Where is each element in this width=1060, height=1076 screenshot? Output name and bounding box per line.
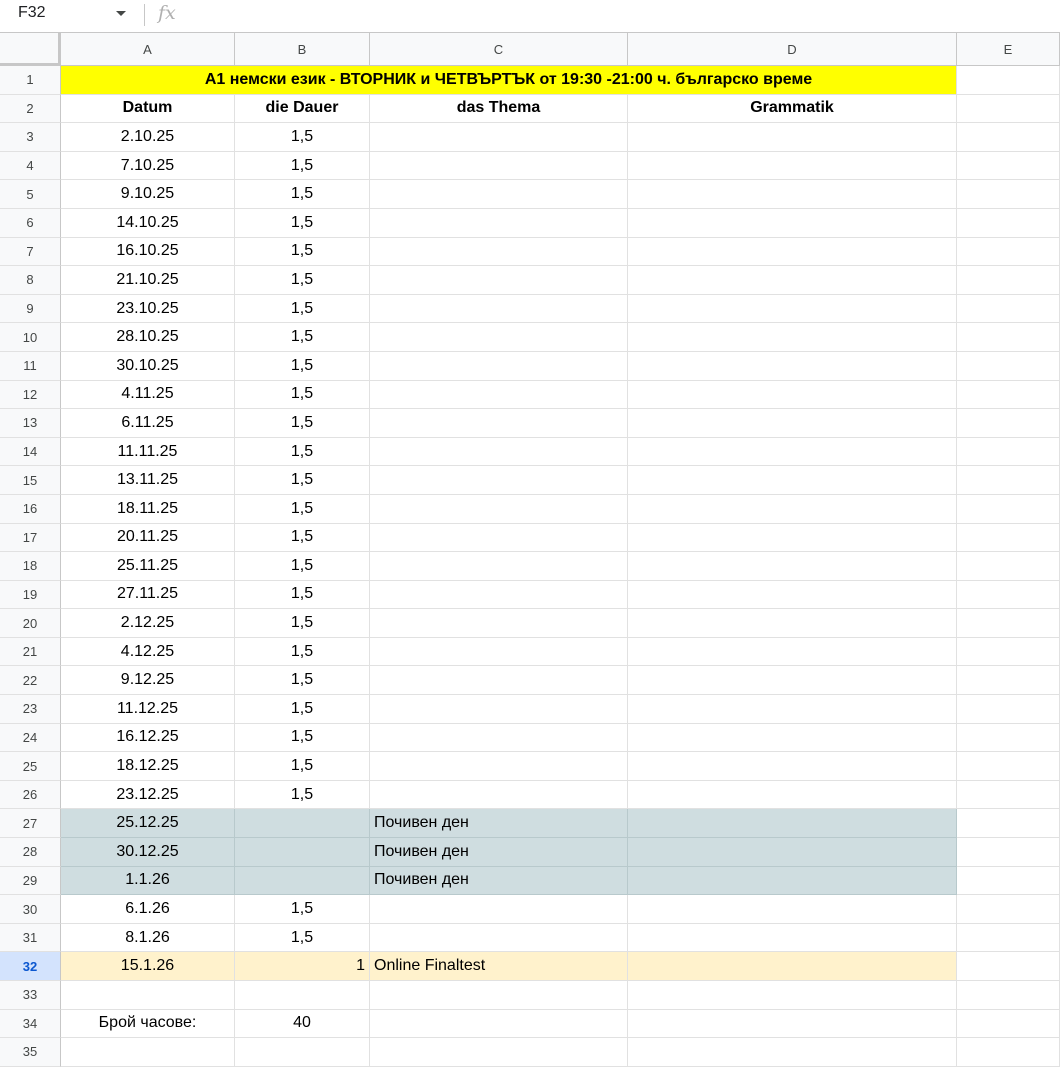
cell-e[interactable] [957, 352, 1060, 381]
duration-cell[interactable] [235, 809, 370, 838]
empty-cell[interactable] [957, 1038, 1060, 1067]
grammar-cell[interactable] [628, 295, 957, 324]
topic-cell[interactable] [370, 495, 628, 524]
duration-cell[interactable]: 1,5 [235, 238, 370, 267]
row-header[interactable]: 27 [0, 809, 61, 838]
topic-cell[interactable] [370, 123, 628, 152]
cell-e[interactable] [957, 809, 1060, 838]
duration-cell[interactable]: 1,5 [235, 381, 370, 410]
topic-cell[interactable] [370, 666, 628, 695]
cell-e[interactable] [957, 295, 1060, 324]
empty-cell[interactable] [235, 981, 370, 1010]
topic-cell[interactable] [370, 466, 628, 495]
duration-cell[interactable]: 1,5 [235, 895, 370, 924]
grammar-cell[interactable] [628, 352, 957, 381]
grammar-cell[interactable] [628, 438, 957, 467]
date-cell[interactable]: 14.10.25 [61, 209, 235, 238]
duration-cell[interactable]: 1,5 [235, 609, 370, 638]
duration-cell[interactable]: 1 [235, 952, 370, 981]
topic-cell[interactable] [370, 323, 628, 352]
grammar-cell[interactable] [628, 809, 957, 838]
topic-cell[interactable] [370, 695, 628, 724]
name-box[interactable] [0, 0, 138, 32]
select-all-corner[interactable] [0, 33, 61, 66]
grammar-cell[interactable] [628, 180, 957, 209]
topic-cell[interactable]: Почивен ден [370, 838, 628, 867]
duration-cell[interactable]: 1,5 [235, 438, 370, 467]
row-header[interactable]: 1 [0, 66, 61, 95]
duration-cell[interactable]: 1,5 [235, 552, 370, 581]
row-header[interactable]: 21 [0, 638, 61, 667]
empty-cell[interactable] [957, 981, 1060, 1010]
topic-cell[interactable] [370, 238, 628, 267]
topic-cell[interactable] [370, 381, 628, 410]
total-hours-value[interactable]: 40 [235, 1010, 370, 1039]
date-cell[interactable]: 27.11.25 [61, 581, 235, 610]
topic-cell[interactable] [370, 438, 628, 467]
duration-cell[interactable]: 1,5 [235, 781, 370, 810]
row-header[interactable]: 2 [0, 95, 61, 124]
topic-cell[interactable] [370, 352, 628, 381]
header-thema[interactable]: das Thema [370, 95, 628, 124]
duration-cell[interactable]: 1,5 [235, 409, 370, 438]
date-cell[interactable]: 4.12.25 [61, 638, 235, 667]
empty-cell[interactable] [628, 1038, 957, 1067]
cell-e[interactable] [957, 867, 1060, 896]
cell-e[interactable] [957, 409, 1060, 438]
date-cell[interactable]: 18.11.25 [61, 495, 235, 524]
row-header[interactable]: 33 [0, 981, 61, 1010]
date-cell[interactable]: 30.12.25 [61, 838, 235, 867]
date-cell[interactable]: 16.12.25 [61, 724, 235, 753]
cell-e[interactable] [957, 466, 1060, 495]
cell-e[interactable] [957, 266, 1060, 295]
date-cell[interactable]: 13.11.25 [61, 466, 235, 495]
topic-cell[interactable] [370, 724, 628, 753]
row-header[interactable]: 32 [0, 952, 61, 981]
grammar-cell[interactable] [628, 152, 957, 181]
row-header[interactable]: 25 [0, 752, 61, 781]
grammar-cell[interactable] [628, 838, 957, 867]
date-cell[interactable]: 1.1.26 [61, 867, 235, 896]
formula-bar [0, 0, 1060, 33]
date-cell[interactable]: 8.1.26 [61, 924, 235, 953]
date-cell[interactable]: 30.10.25 [61, 352, 235, 381]
empty-cell[interactable] [370, 981, 628, 1010]
topic-cell[interactable] [370, 152, 628, 181]
topic-cell[interactable] [370, 781, 628, 810]
column-header-e[interactable]: E [957, 33, 1060, 66]
fx-icon: fx [158, 2, 176, 24]
cell-e[interactable] [957, 238, 1060, 267]
spreadsheet-grid [0, 33, 1060, 1076]
topic-cell[interactable] [370, 180, 628, 209]
cell-e[interactable] [957, 781, 1060, 810]
row-header[interactable]: 9 [0, 295, 61, 324]
topic-cell[interactable] [370, 266, 628, 295]
duration-cell[interactable]: 1,5 [235, 752, 370, 781]
cell-e[interactable] [957, 323, 1060, 352]
row-header[interactable]: 10 [0, 323, 61, 352]
topic-cell[interactable]: Online Finaltest [370, 952, 628, 981]
date-cell[interactable]: 25.11.25 [61, 552, 235, 581]
row-header[interactable]: 8 [0, 266, 61, 295]
cell-e[interactable] [957, 952, 1060, 981]
date-cell[interactable]: 18.12.25 [61, 752, 235, 781]
duration-cell[interactable]: 1,5 [235, 209, 370, 238]
row-header[interactable]: 20 [0, 609, 61, 638]
grammar-cell[interactable] [628, 695, 957, 724]
duration-cell[interactable]: 1,5 [235, 524, 370, 553]
name-box-value: F32 [18, 4, 46, 21]
date-cell[interactable]: 11.12.25 [61, 695, 235, 724]
topic-cell[interactable] [370, 895, 628, 924]
topic-cell[interactable] [370, 581, 628, 610]
grammar-cell[interactable] [628, 323, 957, 352]
topic-cell[interactable] [370, 924, 628, 953]
duration-cell[interactable]: 1,5 [235, 495, 370, 524]
row-header[interactable]: 19 [0, 581, 61, 610]
cell-e2[interactable] [957, 95, 1060, 124]
title-cell[interactable]: А1 немски език - ВТОРНИК и ЧЕТВЪРТЪК от 19:30 -21:00 ч. българско време [61, 66, 957, 95]
row-header[interactable]: 35 [0, 1038, 61, 1067]
grammar-cell[interactable] [628, 466, 957, 495]
topic-cell[interactable] [370, 295, 628, 324]
date-cell[interactable]: 6.11.25 [61, 409, 235, 438]
grammar-cell[interactable] [628, 924, 957, 953]
grammar-cell[interactable] [628, 209, 957, 238]
duration-cell[interactable] [235, 838, 370, 867]
grammar-cell[interactable] [628, 381, 957, 410]
cell-e[interactable] [957, 180, 1060, 209]
duration-cell[interactable]: 1,5 [235, 466, 370, 495]
row-header[interactable]: 12 [0, 381, 61, 410]
topic-cell[interactable] [370, 609, 628, 638]
grammar-cell[interactable] [628, 867, 957, 896]
cell-e[interactable] [957, 609, 1060, 638]
date-cell[interactable]: 23.10.25 [61, 295, 235, 324]
header-datum[interactable]: Datum [61, 95, 235, 124]
row-header[interactable]: 16 [0, 495, 61, 524]
row-header[interactable]: 13 [0, 409, 61, 438]
date-cell[interactable]: 2.10.25 [61, 123, 235, 152]
topic-cell[interactable] [370, 409, 628, 438]
formula-input[interactable] [190, 4, 1050, 28]
duration-cell[interactable]: 1,5 [235, 924, 370, 953]
empty-cell[interactable] [61, 1038, 235, 1067]
grammar-cell[interactable] [628, 781, 957, 810]
duration-cell[interactable] [235, 867, 370, 896]
row-header[interactable]: 26 [0, 781, 61, 810]
grammar-cell[interactable] [628, 266, 957, 295]
duration-cell[interactable]: 1,5 [235, 695, 370, 724]
row-header[interactable]: 3 [0, 123, 61, 152]
header-grammatik[interactable]: Grammatik [628, 95, 957, 124]
date-cell[interactable]: 21.10.25 [61, 266, 235, 295]
duration-cell[interactable]: 1,5 [235, 123, 370, 152]
row-header[interactable]: 29 [0, 867, 61, 896]
row-header[interactable]: 15 [0, 466, 61, 495]
row-header[interactable]: 6 [0, 209, 61, 238]
cell-e[interactable] [957, 666, 1060, 695]
row-header[interactable]: 24 [0, 724, 61, 753]
grammar-cell[interactable] [628, 666, 957, 695]
grammar-cell[interactable] [628, 495, 957, 524]
date-cell[interactable]: 6.1.26 [61, 895, 235, 924]
header-dauer[interactable]: die Dauer [235, 95, 370, 124]
grammar-cell[interactable] [628, 552, 957, 581]
cell-e[interactable] [957, 209, 1060, 238]
cell-e[interactable] [957, 381, 1060, 410]
row-header[interactable]: 31 [0, 924, 61, 953]
cell-e[interactable] [957, 838, 1060, 867]
grammar-cell[interactable] [628, 581, 957, 610]
grammar-cell[interactable] [628, 238, 957, 267]
date-cell[interactable]: 20.11.25 [61, 524, 235, 553]
duration-cell[interactable]: 1,5 [235, 180, 370, 209]
duration-cell[interactable]: 1,5 [235, 323, 370, 352]
topic-cell[interactable]: Почивен ден [370, 809, 628, 838]
date-cell[interactable]: 16.10.25 [61, 238, 235, 267]
grammar-cell[interactable] [628, 123, 957, 152]
empty-cell[interactable] [628, 1010, 957, 1039]
empty-cell[interactable] [370, 1010, 628, 1039]
date-cell[interactable]: 4.11.25 [61, 381, 235, 410]
grammar-cell[interactable] [628, 752, 957, 781]
grammar-cell[interactable] [628, 409, 957, 438]
grammar-cell[interactable] [628, 638, 957, 667]
grammar-cell[interactable] [628, 524, 957, 553]
empty-cell[interactable] [957, 1010, 1060, 1039]
date-cell[interactable]: 23.12.25 [61, 781, 235, 810]
cell-e[interactable] [957, 724, 1060, 753]
row-header[interactable]: 17 [0, 524, 61, 553]
empty-cell[interactable] [235, 1038, 370, 1067]
row-header[interactable]: 28 [0, 838, 61, 867]
date-cell[interactable]: 2.12.25 [61, 609, 235, 638]
row-header[interactable]: 23 [0, 695, 61, 724]
topic-cell[interactable] [370, 524, 628, 553]
cell-e[interactable] [957, 123, 1060, 152]
cell-e[interactable] [957, 152, 1060, 181]
duration-cell[interactable]: 1,5 [235, 724, 370, 753]
cell-e[interactable] [957, 895, 1060, 924]
row-header[interactable]: 11 [0, 352, 61, 381]
cell-e[interactable] [957, 752, 1060, 781]
row-header[interactable]: 7 [0, 238, 61, 267]
row-header[interactable]: 30 [0, 895, 61, 924]
column-header-d[interactable]: D [628, 33, 957, 66]
grammar-cell[interactable] [628, 895, 957, 924]
duration-cell[interactable]: 1,5 [235, 152, 370, 181]
date-cell[interactable]: 11.11.25 [61, 438, 235, 467]
topic-cell[interactable] [370, 752, 628, 781]
duration-cell[interactable]: 1,5 [235, 638, 370, 667]
row-header[interactable]: 5 [0, 180, 61, 209]
date-cell[interactable]: 9.10.25 [61, 180, 235, 209]
date-cell[interactable]: 15.1.26 [61, 952, 235, 981]
row-header[interactable]: 14 [0, 438, 61, 467]
empty-cell[interactable] [370, 1038, 628, 1067]
cell-e[interactable] [957, 438, 1060, 467]
column-header-c[interactable]: C [370, 33, 628, 66]
topic-cell[interactable] [370, 209, 628, 238]
duration-cell[interactable]: 1,5 [235, 581, 370, 610]
topic-cell[interactable] [370, 638, 628, 667]
duration-cell[interactable]: 1,5 [235, 352, 370, 381]
grammar-cell[interactable] [628, 724, 957, 753]
cell-e[interactable] [957, 924, 1060, 953]
cell-e1[interactable] [957, 66, 1060, 95]
row-header[interactable]: 4 [0, 152, 61, 181]
row-header[interactable]: 22 [0, 666, 61, 695]
topic-cell[interactable] [370, 552, 628, 581]
cell-e[interactable] [957, 695, 1060, 724]
date-cell[interactable]: 9.12.25 [61, 666, 235, 695]
empty-cell[interactable] [628, 981, 957, 1010]
row-header[interactable]: 34 [0, 1010, 61, 1039]
cell-e[interactable] [957, 581, 1060, 610]
formula-bar-divider [144, 4, 145, 26]
empty-cell[interactable] [61, 981, 235, 1010]
date-cell[interactable]: 28.10.25 [61, 323, 235, 352]
column-header-b[interactable]: B [235, 33, 370, 66]
duration-cell[interactable]: 1,5 [235, 666, 370, 695]
cell-e[interactable] [957, 638, 1060, 667]
duration-cell[interactable]: 1,5 [235, 266, 370, 295]
column-header-a[interactable]: A [61, 33, 235, 66]
topic-cell[interactable]: Почивен ден [370, 867, 628, 896]
date-cell[interactable]: 25.12.25 [61, 809, 235, 838]
date-cell[interactable]: 7.10.25 [61, 152, 235, 181]
grammar-cell[interactable] [628, 952, 957, 981]
total-hours-label[interactable]: Брой часове: [61, 1010, 235, 1039]
cell-e[interactable] [957, 495, 1060, 524]
cell-e[interactable] [957, 524, 1060, 553]
chevron-down-icon[interactable] [116, 11, 126, 16]
cell-e[interactable] [957, 552, 1060, 581]
grammar-cell[interactable] [628, 609, 957, 638]
duration-cell[interactable]: 1,5 [235, 295, 370, 324]
row-header[interactable]: 18 [0, 552, 61, 581]
